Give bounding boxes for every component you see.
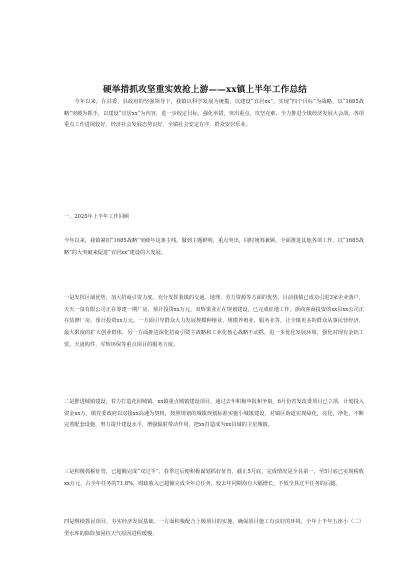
intro-paragraph xyxy=(64,97,364,132)
section1-intro-paragraph xyxy=(64,236,364,259)
item1-text: 一是发挥区域优势，加大招商引资力度。充分发挥我镇的交通、地理、劳力资源等方面的优势。目前我镇已成功引进3家企业落户，天天一泉有限公司正在筹建一期厂房，预计投资xx万元，双辉果业正在规划建设，已完成征地工作，浙商客商投资的xx县xx公司正在装修厂房，预计投资xx万元。一方面引导群众大力发展规模种植业，规模养殖业，服务业等，让全镇更多的群众从事民营经济，最大限度的扩大创业群体，另一方面推进深化招商引资主战略和工业化核心战略不动摇，进一步优化发展环境，强化对现有金铝工贸、天晟构件、军辉环保等重点项目的服务力度。 xyxy=(64,295,364,348)
section1-intro-text: 今年以来，我镇紧扣“1685战略”突破年这条主线，做到主题鲜明，重点突出，同时统筹兼顾，全面推进其他各项工作，以“1685战略”的大突破来促进“宜居xx”建设的大发展。 xyxy=(64,238,364,256)
item4-paragraph xyxy=(64,517,364,540)
item4-text: 四是继续抓民项目，夯实经济发展基础。一方面积极配合上级项目的实施，确保项目施工有良好的环境，全年上半年五座小（二）型水库的除险加固抗天气原因进程缓慢， xyxy=(64,519,364,537)
item2-paragraph xyxy=(64,397,364,432)
section1-heading: 一、2025年上半年工作回顾 xyxy=(64,214,130,220)
item3-paragraph xyxy=(64,467,364,490)
document-title: 硬举措抓攻坚重实效抢上游——xx镇上半年工作总结 xyxy=(102,85,308,95)
item2-text: 二是推进城镇建设，着力打造花园城镇。xx镇重点城镇建设项目，通过去年积极申报和争取，6月份省发改委项目已立项，计划投入资金xx万，镇党委政府以对接xx高速为契机，按照规划的城镇规划标准实施小城镇建设，对镇区街道实现绿化，亮化，净化，不断完善配套设施，努力提升建设水平，增强辐射带动作用，把xx打造成为xx县域的卫星城镇。 xyxy=(64,399,364,429)
intro-text: 今年以来，在县委、县政府的坚强领导下，我镇以科学发展为统揽，以建设“宜居xx”，实现“四个目标”为战略，以“1685战略”突破为抓手，以建设“宜居xx”为内容，进一步校定目标，强化举措，突出重点，攻坚克难，全力推进全镇经济发展大会战，各项重点工作进展较好，经济社会发展态势良好，全镇社会安定有序，群众安居乐业。 xyxy=(64,99,364,129)
item3-text: 三是积极抓税征管，已超额完成“双过半”。春季过后便积极谋划抓好征管，截止5月底，完成情况是全县第一，至5月底已实现税收xx万元，占全年任务的71.8%，财政收入已超额完成全年总任务，较去年同期均有大幅增长，不低全县过半任务的后腿。 xyxy=(64,469,364,487)
item1-paragraph xyxy=(64,293,364,352)
